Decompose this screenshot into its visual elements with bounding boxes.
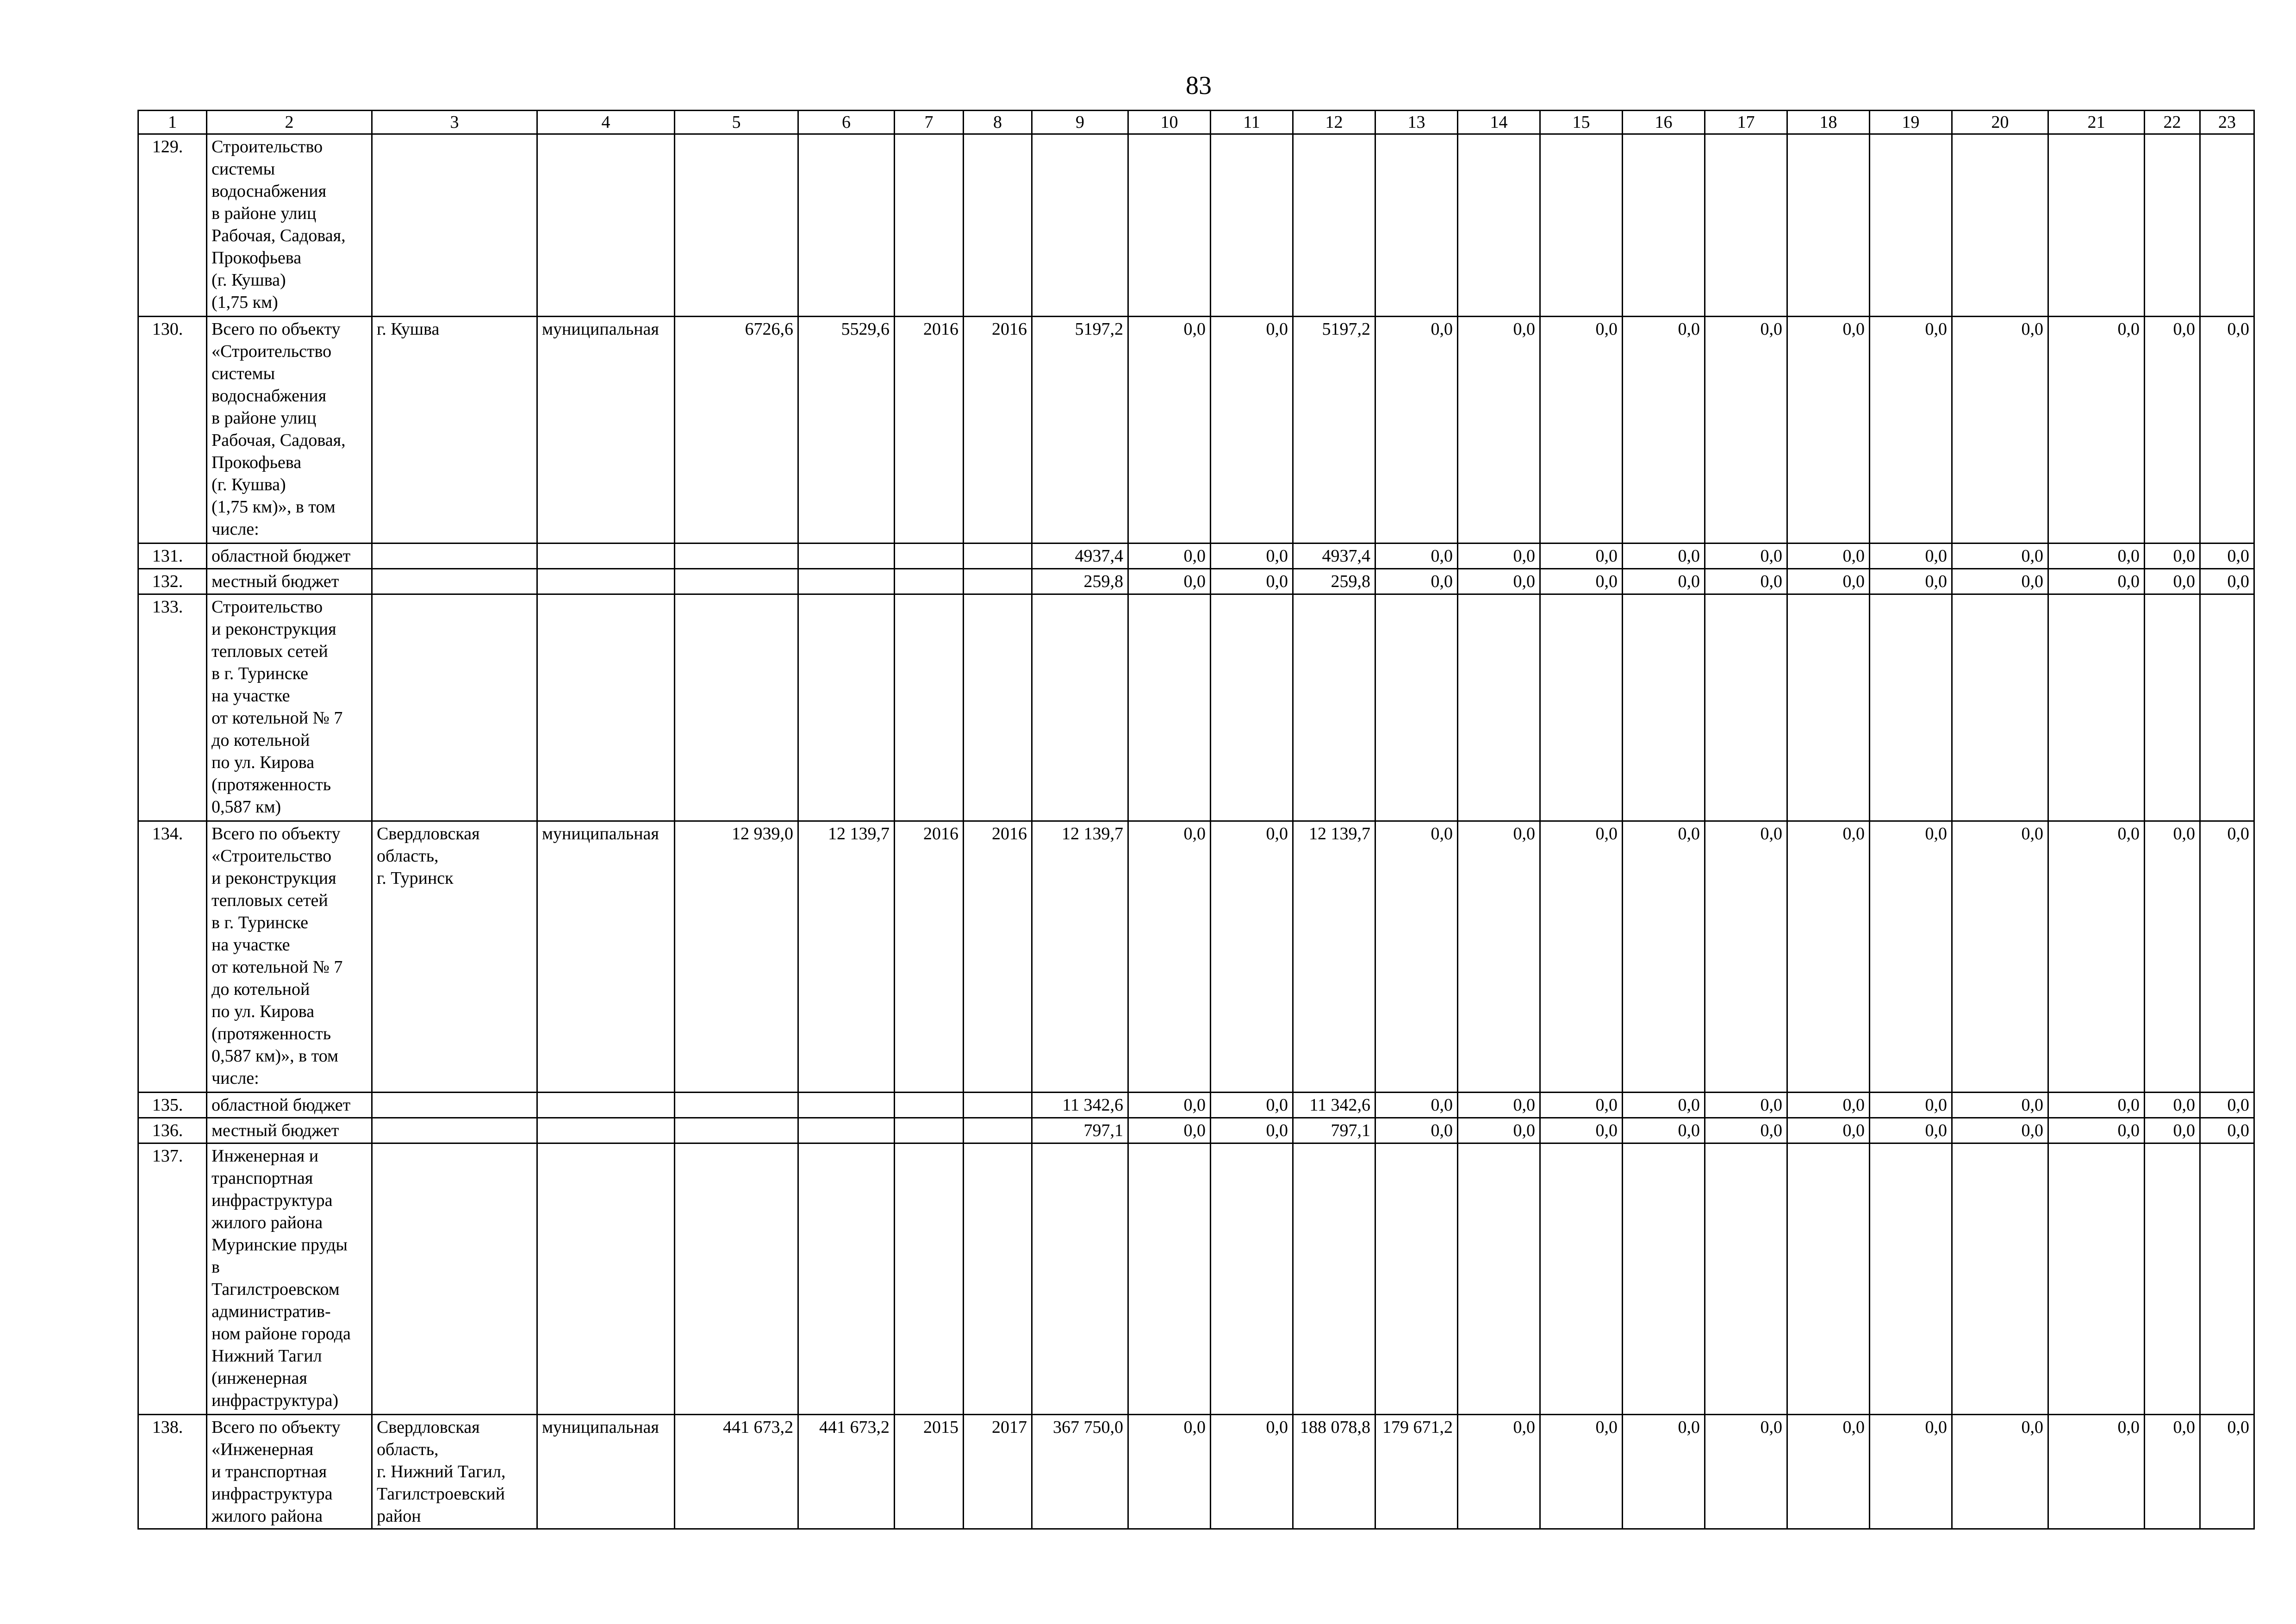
column-number-cell: 13 <box>1375 111 1458 134</box>
table-cell <box>1787 134 1870 317</box>
table-cell: 0,0 <box>2145 1118 2200 1143</box>
table-cell: г. Кушва <box>372 317 537 543</box>
table-cell: 0,0 <box>1705 1093 1787 1118</box>
table-cell: 0,0 <box>2145 1093 2200 1118</box>
table-cell <box>2048 1143 2145 1415</box>
table-cell <box>2048 594 2145 821</box>
table-cell: 0,0 <box>1623 317 1705 543</box>
table-cell <box>372 569 537 594</box>
row-number-cell: 136. <box>138 1118 207 1143</box>
table-cell: 0,0 <box>2200 1093 2254 1118</box>
table-cell: 0,0 <box>1540 1093 1623 1118</box>
table-cell: 0,0 <box>1540 317 1623 543</box>
table-cell: 0,0 <box>1458 317 1540 543</box>
column-number-cell: 3 <box>372 111 537 134</box>
table-row <box>138 1415 2254 1529</box>
table-cell: 188 078,8 <box>1293 1415 1375 1529</box>
table-cell <box>537 569 675 594</box>
column-number-cell: 21 <box>2048 111 2145 134</box>
table-cell <box>964 1118 1032 1143</box>
table-cell: 2016 <box>964 821 1032 1093</box>
table-cell: 0,0 <box>1540 821 1623 1093</box>
table-cell: 0,0 <box>2145 317 2200 543</box>
row-number-cell: 137. <box>138 1143 207 1415</box>
table-cell: 797,1 <box>1293 1118 1375 1143</box>
row-number-cell: 133. <box>138 594 207 821</box>
table-cell: 441 673,2 <box>675 1415 798 1529</box>
table-cell: 4937,4 <box>1032 543 1128 569</box>
page-number: 83 <box>1186 71 1212 100</box>
table-cell: 0,0 <box>1458 1415 1540 1529</box>
table-cell <box>372 594 537 821</box>
column-number-cell: 8 <box>964 111 1032 134</box>
table-cell: 11 342,6 <box>1293 1093 1375 1118</box>
table-cell: 0,0 <box>1787 317 1870 543</box>
table-cell: 0,0 <box>1458 821 1540 1093</box>
table-cell <box>964 1143 1032 1415</box>
table-cell: 0,0 <box>1623 821 1705 1093</box>
table-cell: 0,0 <box>2048 1093 2145 1118</box>
table-cell <box>1458 1143 1540 1415</box>
table-cell <box>1375 594 1458 821</box>
column-number-cell: 9 <box>1032 111 1128 134</box>
column-number-cell: 4 <box>537 111 675 134</box>
table-cell: 0,0 <box>1623 543 1705 569</box>
table-cell: Свердловская область, г. Туринск <box>372 821 537 1093</box>
table-cell <box>798 594 895 821</box>
table-cell <box>1623 1143 1705 1415</box>
table-cell <box>1870 134 1952 317</box>
row-number-cell: 131. <box>138 543 207 569</box>
table-cell <box>1540 1143 1623 1415</box>
budget-table <box>137 110 2255 1530</box>
table-row <box>138 821 2254 1093</box>
table-cell <box>537 543 675 569</box>
table-cell <box>964 543 1032 569</box>
table-cell <box>1870 594 1952 821</box>
table-cell: 0,0 <box>1458 569 1540 594</box>
table-cell <box>895 569 964 594</box>
row-number-cell: 130. <box>138 317 207 543</box>
table-cell <box>1293 1143 1375 1415</box>
table-cell: 0,0 <box>2200 821 2254 1093</box>
table-cell <box>1293 594 1375 821</box>
table-row <box>138 317 2254 543</box>
table-cell <box>1952 134 2048 317</box>
table-cell <box>675 1118 798 1143</box>
table-cell: 0,0 <box>2145 1415 2200 1529</box>
table-cell: 0,0 <box>1787 821 1870 1093</box>
table-cell <box>798 1118 895 1143</box>
table-cell: Строительство системы водоснабжения в районе улиц Рабочая, Садовая, Прокофьева (г. Кушва) (1,75 км) <box>207 134 372 317</box>
table-cell: 0,0 <box>2200 569 2254 594</box>
table-cell <box>798 1093 895 1118</box>
table-cell: 0,0 <box>1952 1093 2048 1118</box>
table-cell <box>1705 1143 1787 1415</box>
table-cell <box>1870 1143 1952 1415</box>
table-cell: 0,0 <box>1128 543 1211 569</box>
table-cell: Строительство и реконструкция тепловых сетей в г. Туринске на участке от котельной № 7 до котельной по ул. Кирова (протяженность 0,587 км) <box>207 594 372 821</box>
table-cell: 0,0 <box>1211 317 1293 543</box>
table-cell <box>964 594 1032 821</box>
table-cell: 2016 <box>895 821 964 1093</box>
table-row <box>138 1093 2254 1118</box>
table-cell <box>895 543 964 569</box>
table-cell: 0,0 <box>1870 543 1952 569</box>
table-cell: 0,0 <box>2200 543 2254 569</box>
table-cell <box>1540 134 1623 317</box>
column-number-cell: 22 <box>2145 111 2200 134</box>
table-cell: 179 671,2 <box>1375 1415 1458 1529</box>
row-number-cell: 134. <box>138 821 207 1093</box>
table-cell <box>675 134 798 317</box>
table-cell <box>895 134 964 317</box>
table-cell <box>1128 1143 1211 1415</box>
table-cell: Всего по объекту «Строительство системы водоснабжения в районе улиц Рабочая, Садовая, Прокофьева (г. Кушва) (1,75 км)», в том числе: <box>207 317 372 543</box>
table-cell: 0,0 <box>1375 1093 1458 1118</box>
table-cell: 0,0 <box>1540 543 1623 569</box>
column-number-cell: 18 <box>1787 111 1870 134</box>
table-cell <box>1375 1143 1458 1415</box>
table-cell <box>372 1093 537 1118</box>
table-cell: 0,0 <box>1540 1415 1623 1529</box>
table-cell: 0,0 <box>1787 1118 1870 1143</box>
column-number-cell: 17 <box>1705 111 1787 134</box>
table-cell: 0,0 <box>1375 317 1458 543</box>
table-cell <box>1032 134 1128 317</box>
table-cell: 367 750,0 <box>1032 1415 1128 1529</box>
table-cell <box>2200 1143 2254 1415</box>
table-cell: 12 139,7 <box>1032 821 1128 1093</box>
table-cell: муниципальная <box>537 1415 675 1529</box>
table-cell <box>537 1118 675 1143</box>
table-cell <box>372 1118 537 1143</box>
column-number-cell: 16 <box>1623 111 1705 134</box>
table-cell: 0,0 <box>1128 317 1211 543</box>
table-cell <box>537 1143 675 1415</box>
table-cell: 0,0 <box>1128 1093 1211 1118</box>
table-cell <box>1705 134 1787 317</box>
table-cell: 0,0 <box>1787 1093 1870 1118</box>
table-cell <box>675 1093 798 1118</box>
row-number-cell: 132. <box>138 569 207 594</box>
table-cell <box>675 543 798 569</box>
table-cell: 12 939,0 <box>675 821 798 1093</box>
table-cell: 12 139,7 <box>1293 821 1375 1093</box>
table-cell: 0,0 <box>1211 543 1293 569</box>
table-cell: 0,0 <box>1623 1093 1705 1118</box>
table-cell: 0,0 <box>2048 317 2145 543</box>
table-cell <box>1952 594 2048 821</box>
table-cell: 0,0 <box>1128 1415 1211 1529</box>
table-cell <box>798 569 895 594</box>
table-cell: 5197,2 <box>1293 317 1375 543</box>
table-cell: 0,0 <box>1952 317 2048 543</box>
table-cell: 0,0 <box>2048 1118 2145 1143</box>
table-cell: 0,0 <box>2048 821 2145 1093</box>
table-cell: 0,0 <box>1952 1118 2048 1143</box>
table-cell <box>537 1093 675 1118</box>
column-number-cell: 19 <box>1870 111 1952 134</box>
column-number-cell: 2 <box>207 111 372 134</box>
table-cell: 2015 <box>895 1415 964 1529</box>
table-cell: 2016 <box>964 317 1032 543</box>
table-cell <box>798 543 895 569</box>
column-number-cell: 14 <box>1458 111 1540 134</box>
table-cell <box>1623 594 1705 821</box>
table-cell <box>964 1093 1032 1118</box>
table-cell: 0,0 <box>2145 821 2200 1093</box>
table-cell: 0,0 <box>1458 1093 1540 1118</box>
table-cell: 0,0 <box>1623 569 1705 594</box>
table-cell <box>798 1143 895 1415</box>
table-cell: 0,0 <box>1870 821 1952 1093</box>
table-cell: 0,0 <box>1952 569 2048 594</box>
table-cell: 0,0 <box>2200 1118 2254 1143</box>
table-cell: 0,0 <box>1952 1415 2048 1529</box>
table-cell: 12 139,7 <box>798 821 895 1093</box>
table-cell <box>537 134 675 317</box>
table-cell <box>895 594 964 821</box>
table-cell: 0,0 <box>1128 1118 1211 1143</box>
table-cell: муниципальная <box>537 821 675 1093</box>
table-cell: 0,0 <box>1705 569 1787 594</box>
table-cell: 0,0 <box>1787 1415 1870 1529</box>
table-cell: 0,0 <box>1211 1415 1293 1529</box>
table-cell: 0,0 <box>1375 1118 1458 1143</box>
table-cell <box>2145 594 2200 821</box>
table-cell: 259,8 <box>1032 569 1128 594</box>
table-cell: 0,0 <box>1375 821 1458 1093</box>
table-cell <box>372 543 537 569</box>
table-cell: 0,0 <box>1375 569 1458 594</box>
table-cell: 2016 <box>895 317 964 543</box>
table-cell: Всего по объекту «Строительство и реконструкция тепловых сетей в г. Туринске на участке от котельной № 7 до котельной по ул. Кирова (протяженность 0,587 км)», в том числе: <box>207 821 372 1093</box>
table-cell <box>895 1093 964 1118</box>
table-cell <box>2145 1143 2200 1415</box>
table-cell: 0,0 <box>1211 821 1293 1093</box>
table-cell <box>798 134 895 317</box>
column-number-cell: 5 <box>675 111 798 134</box>
table-cell: 6726,6 <box>675 317 798 543</box>
table-row <box>138 134 2254 317</box>
row-number-cell: 129. <box>138 134 207 317</box>
table-cell <box>1787 594 1870 821</box>
table-cell <box>1705 594 1787 821</box>
table-cell <box>964 569 1032 594</box>
column-number-cell: 23 <box>2200 111 2254 134</box>
table-cell <box>895 1118 964 1143</box>
table-row <box>138 1143 2254 1415</box>
table-cell <box>895 1143 964 1415</box>
table-cell: 0,0 <box>1705 1415 1787 1529</box>
table-cell: 0,0 <box>1128 821 1211 1093</box>
table-cell: Свердловская область, г. Нижний Тагил, Тагилстроевский район <box>372 1415 537 1529</box>
row-number-cell: 135. <box>138 1093 207 1118</box>
table-cell: 4937,4 <box>1293 543 1375 569</box>
table-cell <box>372 1143 537 1415</box>
table-cell: 0,0 <box>1211 1118 1293 1143</box>
column-number-cell: 20 <box>1952 111 2048 134</box>
table-cell: местный бюджет <box>207 569 372 594</box>
table-cell <box>2145 134 2200 317</box>
table-cell: 0,0 <box>1458 543 1540 569</box>
table-cell: 797,1 <box>1032 1118 1128 1143</box>
table-cell: Инженерная и транспортная инфраструктура жилого района Муринские пруды в Тагилстроевском административ- ном районе города Нижний Тагил (инженерная инфраструктура) <box>207 1143 372 1415</box>
table-row <box>138 1118 2254 1143</box>
table-cell: местный бюджет <box>207 1118 372 1143</box>
table-cell: 0,0 <box>1211 1093 1293 1118</box>
table-cell: 0,0 <box>1870 317 1952 543</box>
table-cell <box>537 594 675 821</box>
table-cell <box>2048 134 2145 317</box>
table-cell: муниципальная <box>537 317 675 543</box>
column-number-cell: 1 <box>138 111 207 134</box>
table-cell <box>675 569 798 594</box>
table-cell: 0,0 <box>1952 821 2048 1093</box>
table-cell: 0,0 <box>1870 1415 1952 1529</box>
table-cell: 2017 <box>964 1415 1032 1529</box>
table-cell <box>2200 134 2254 317</box>
table-row <box>138 569 2254 594</box>
table-cell <box>1540 594 1623 821</box>
table-cell <box>1211 1143 1293 1415</box>
table-cell <box>675 594 798 821</box>
table-cell: 0,0 <box>1128 569 1211 594</box>
table-cell: 0,0 <box>1211 569 1293 594</box>
table-row <box>138 594 2254 821</box>
table-cell: 5529,6 <box>798 317 895 543</box>
table-cell <box>1128 594 1211 821</box>
table-cell <box>1032 594 1128 821</box>
table-cell <box>675 1143 798 1415</box>
table-cell <box>1211 134 1293 317</box>
table-cell: областной бюджет <box>207 543 372 569</box>
table-cell: 0,0 <box>1705 1118 1787 1143</box>
table-cell: 0,0 <box>1787 543 1870 569</box>
table-cell: 0,0 <box>2145 569 2200 594</box>
table-cell: 441 673,2 <box>798 1415 895 1529</box>
table-cell: 0,0 <box>2048 543 2145 569</box>
table-cell: 0,0 <box>1623 1415 1705 1529</box>
table-cell: 0,0 <box>1952 543 2048 569</box>
column-number-cell: 11 <box>1211 111 1293 134</box>
table-cell <box>1293 134 1375 317</box>
table-cell: 0,0 <box>2048 1415 2145 1529</box>
column-number-cell: 15 <box>1540 111 1623 134</box>
table-cell: 0,0 <box>1458 1118 1540 1143</box>
table-cell: 0,0 <box>1540 1118 1623 1143</box>
table-cell: 0,0 <box>1870 569 1952 594</box>
table-cell: 0,0 <box>1375 543 1458 569</box>
table-cell <box>372 134 537 317</box>
table-cell: 0,0 <box>1705 821 1787 1093</box>
row-number-cell: 138. <box>138 1415 207 1529</box>
table-cell <box>1211 594 1293 821</box>
table-cell <box>1032 1143 1128 1415</box>
column-number-cell: 6 <box>798 111 895 134</box>
table-cell <box>1375 134 1458 317</box>
table-cell: 5197,2 <box>1032 317 1128 543</box>
column-number-row <box>138 111 2254 134</box>
table-cell: 0,0 <box>1870 1093 1952 1118</box>
table-cell: 0,0 <box>1705 317 1787 543</box>
table-cell: 11 342,6 <box>1032 1093 1128 1118</box>
table-cell: 0,0 <box>2145 543 2200 569</box>
table-cell: областной бюджет <box>207 1093 372 1118</box>
table-cell <box>1458 594 1540 821</box>
table-cell <box>2200 594 2254 821</box>
column-number-cell: 7 <box>895 111 964 134</box>
table-row <box>138 543 2254 569</box>
column-number-cell: 12 <box>1293 111 1375 134</box>
table-cell: 0,0 <box>2200 1415 2254 1529</box>
table-cell: Всего по объекту «Инженерная и транспортная инфраструктура жилого района <box>207 1415 372 1529</box>
table-cell <box>1787 1143 1870 1415</box>
table-cell: 0,0 <box>2200 317 2254 543</box>
table-cell: 0,0 <box>1705 543 1787 569</box>
table-cell: 259,8 <box>1293 569 1375 594</box>
table-cell: 0,0 <box>1870 1118 1952 1143</box>
table-cell <box>1623 134 1705 317</box>
table-cell: 0,0 <box>2048 569 2145 594</box>
column-number-cell: 10 <box>1128 111 1211 134</box>
table-cell <box>964 134 1032 317</box>
table-cell <box>1458 134 1540 317</box>
table-cell: 0,0 <box>1540 569 1623 594</box>
table-cell <box>1952 1143 2048 1415</box>
table-cell: 0,0 <box>1787 569 1870 594</box>
table-cell <box>1128 134 1211 317</box>
table-cell: 0,0 <box>1623 1118 1705 1143</box>
